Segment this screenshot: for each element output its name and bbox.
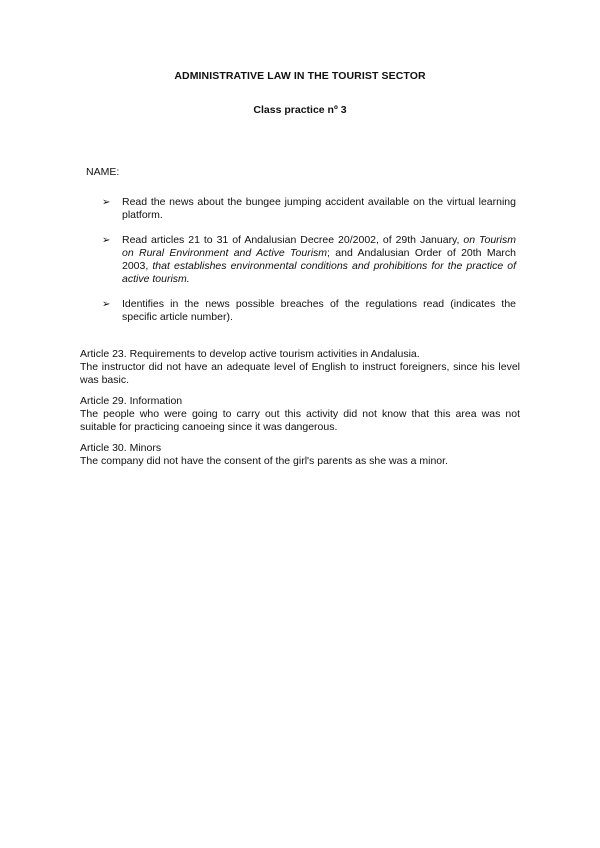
instruction-item <box>102 234 516 286</box>
article-heading: Article 30. Minors <box>80 442 162 454</box>
order-title: that establishes environmental conditions and prohibitions for the practice of active tourism. <box>122 260 517 285</box>
decree-title: on Tourism on Rural Environment and Active Tourism <box>122 234 516 259</box>
instruction-item <box>102 196 516 222</box>
instruction-list <box>102 196 516 336</box>
article-heading: Article 29. Information <box>80 395 183 407</box>
instruction-item <box>102 298 516 324</box>
article-body: The company did not have the consent of the girl's parents as she was a minor. <box>80 455 448 467</box>
instruction-text: Read the news about the bungee jumping accident available on the virtual learning platform. <box>122 196 516 221</box>
article-entry <box>80 395 520 434</box>
article-heading: Article 23. Requirements to develop active tourism activities in Andalusia. <box>80 348 420 360</box>
instruction-text-part: ; and Andalusian Order of 20th March 2003, <box>122 247 516 272</box>
answer-section <box>80 348 520 476</box>
article-entry <box>80 348 520 387</box>
instruction-text-part: Read articles 21 to 31 of Andalusian Decree 20/2002, of 29th January, <box>122 234 464 246</box>
arrow-bullet-icon: ➢ <box>102 299 111 310</box>
article-entry <box>80 442 520 468</box>
document-subtitle: Class practice nº 3 <box>253 104 347 116</box>
article-body: The instructor did not have an adequate level of English to instruct foreigners, since his level was basic. <box>80 361 520 386</box>
name-label: NAME: <box>86 166 120 178</box>
document-title: ADMINISTRATIVE LAW IN THE TOURIST SECTOR <box>174 70 426 82</box>
arrow-bullet-icon: ➢ <box>102 235 111 246</box>
arrow-bullet-icon: ➢ <box>102 197 111 208</box>
instruction-text: Identifies in the news possible breaches of the regulations read (indicates the specific article number). <box>122 298 516 323</box>
article-body: The people who were going to carry out this activity did not know that this area was not suitable for practicing canoeing since it was dangerous. <box>80 408 520 433</box>
